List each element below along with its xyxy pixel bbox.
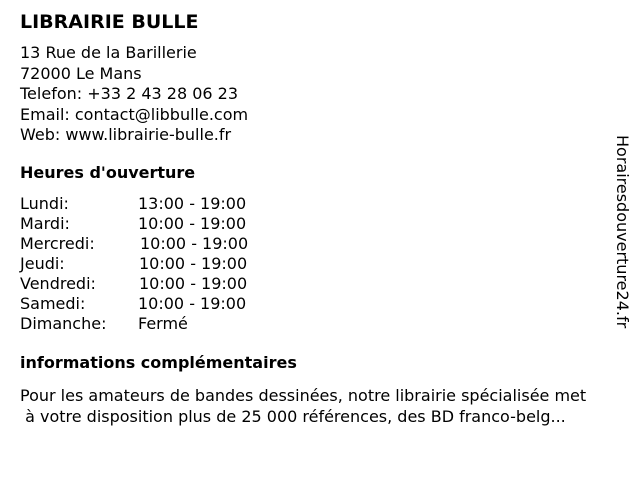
hours-value: 13:00 - 19:00 — [138, 194, 247, 213]
day-label: Mercredi: — [20, 234, 95, 253]
day-label: Mardi: — [20, 214, 70, 233]
hours-value: 10:00 - 19:00 — [139, 274, 248, 293]
store-description — [20, 385, 635, 427]
hours-value: 10:00 - 19:00 — [138, 214, 247, 233]
day-label: Samedi: — [20, 294, 86, 313]
email-text: Email: contact@libbulle.com — [20, 104, 249, 124]
description-line: à votre disposition plus de 25 000 références, des BD franco-belg... — [20, 407, 566, 426]
day-label: Dimanche: — [20, 314, 107, 333]
day-label: Vendredi: — [20, 274, 96, 293]
watermark-text: Horairesdouverture24.fr — [613, 135, 632, 329]
additional-info-heading: informations complémentaires — [20, 353, 297, 372]
description-line: Pour les amateurs de bandes dessinées, notre librairie spécialisée met — [20, 386, 587, 405]
phone-text: Telefon: +33 2 43 28 06 23 — [20, 84, 239, 103]
website-text: Web: www.librairie-bulle.fr — [20, 125, 232, 144]
day-label: Jeudi: — [20, 254, 65, 273]
address-city: 72000 Le Mans — [20, 63, 142, 83]
store-name: LIBRAIRIE BULLE — [20, 11, 199, 33]
opening-hours-heading: Heures d'ouverture — [20, 163, 196, 182]
store-contact-block — [20, 43, 248, 146]
hours-value: 10:00 - 19:00 — [139, 254, 248, 273]
hours-value: Fermé — [138, 314, 188, 333]
watermark — [612, 135, 632, 345]
hours-value: 10:00 - 19:00 — [138, 294, 247, 313]
address-street: 13 Rue de la Barillerie — [20, 43, 197, 62]
day-label: Lundi: — [20, 194, 69, 213]
hours-value: 10:00 - 19:00 — [140, 234, 249, 253]
